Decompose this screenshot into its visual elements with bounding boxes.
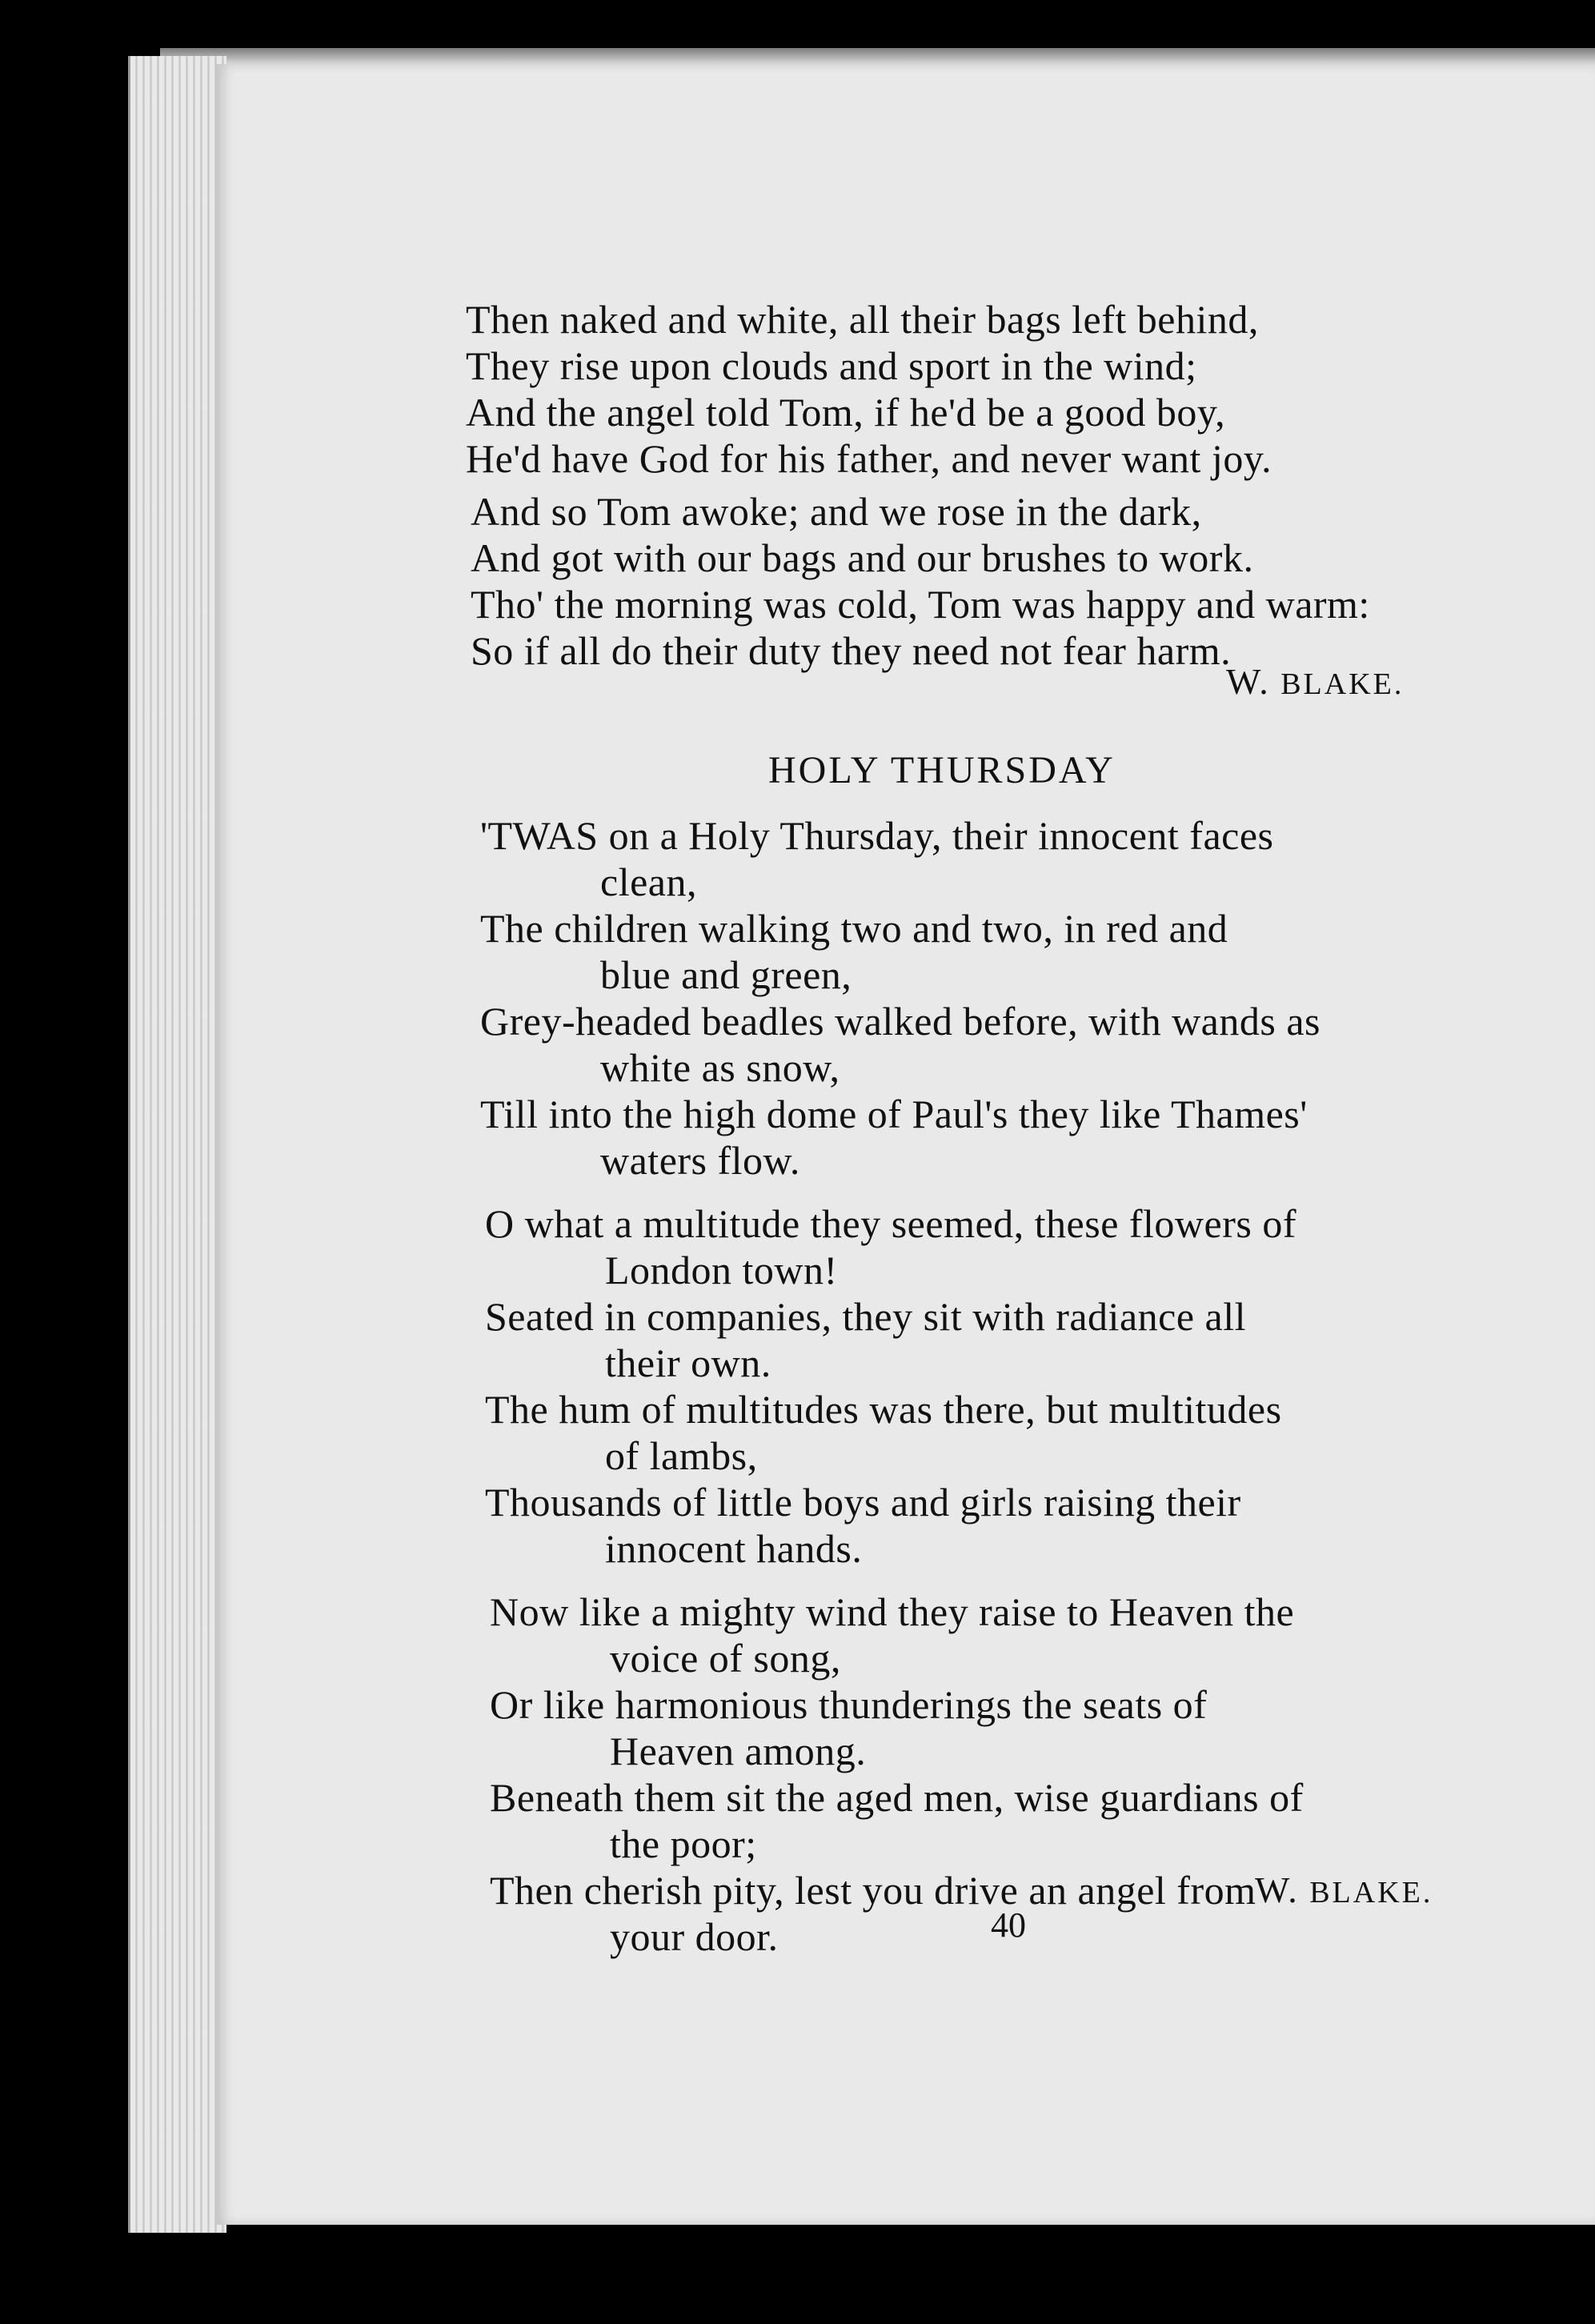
verse-continuation: innocent hands. <box>605 1526 863 1571</box>
verse-continuation: blue and green, <box>600 952 852 997</box>
signature-name: BLAKE. <box>1309 1876 1433 1909</box>
verse-line: Or like harmonious thunderings the seats of <box>490 1682 1208 1727</box>
previous-poem-stanza-1 <box>466 296 1272 482</box>
page-stack-edges <box>128 56 226 2233</box>
verse-line: And so Tom awoke; and we rose in the dark, <box>471 489 1202 534</box>
verse-continuation: Heaven among. <box>610 1729 867 1773</box>
verse-line: 'TWAS on a Holy Thursday, their innocent faces <box>480 813 1274 858</box>
signature-initial: W. <box>1226 661 1270 702</box>
verse-line: And the angel told Tom, if he'd be a good boy, <box>466 390 1226 435</box>
verse-continuation: voice of song, <box>610 1636 841 1681</box>
verse-line: Then naked and white, all their bags left behind, <box>466 297 1259 342</box>
verse-line: O what a multitude they seemed, these flowers of <box>485 1201 1296 1246</box>
page-number: 40 <box>991 1905 1026 1945</box>
poem-title: HOLY THURSDAY <box>768 749 1116 791</box>
verse-continuation: your door. <box>610 1914 779 1959</box>
verse-line: Seated in companies, they sit with radiance all <box>485 1294 1246 1339</box>
previous-poem-stanza-2 <box>471 488 1370 674</box>
verse-line: He'd have God for his father, and never want joy. <box>466 436 1272 481</box>
verse-line: Grey-headed beadles walked before, with wands as <box>480 999 1320 1044</box>
verse-continuation: white as snow, <box>600 1045 840 1090</box>
verse-line: And got with our bags and our brushes to work. <box>471 535 1254 580</box>
signature-name: BLAKE. <box>1280 667 1405 701</box>
verse-line: Beneath them sit the aged men, wise guardians of <box>490 1775 1304 1820</box>
book-page <box>216 64 1595 2225</box>
verse-continuation: their own. <box>605 1340 771 1385</box>
verse-line: Then cherish pity, lest you drive an angel from <box>490 1868 1256 1913</box>
verse-line: Now like a mighty wind they raise to Heaven the <box>490 1589 1295 1634</box>
verse-line: The children walking two and two, in red and <box>480 906 1228 951</box>
verse-continuation: clean, <box>600 859 697 904</box>
verse-continuation: waters flow. <box>600 1138 800 1183</box>
holy-thursday-stanza-3 <box>490 1589 1304 1960</box>
verse-line: Tho' the morning was cold, Tom was happy and warm: <box>471 582 1370 627</box>
signature-initial: W. <box>1255 1869 1299 1910</box>
previous-poem-signature <box>1226 660 1404 703</box>
verse-continuation: London town! <box>605 1248 838 1292</box>
verse-line: Thousands of little boys and girls raising their <box>485 1480 1241 1525</box>
verse-line: The hum of multitudes was there, but multitudes <box>485 1387 1282 1432</box>
holy-thursday-signature <box>1255 1869 1433 1911</box>
verse-continuation: the poor; <box>610 1821 757 1866</box>
verse-continuation: of lambs, <box>605 1433 758 1478</box>
verse-line: They rise upon clouds and sport in the wind; <box>466 343 1197 388</box>
holy-thursday-stanza-2 <box>485 1200 1296 1572</box>
verse-line: Till into the high dome of Paul's they like Thames' <box>480 1092 1308 1136</box>
holy-thursday-stanza-1 <box>480 812 1320 1184</box>
verse-line: So if all do their duty they need not fear harm. <box>471 628 1232 673</box>
